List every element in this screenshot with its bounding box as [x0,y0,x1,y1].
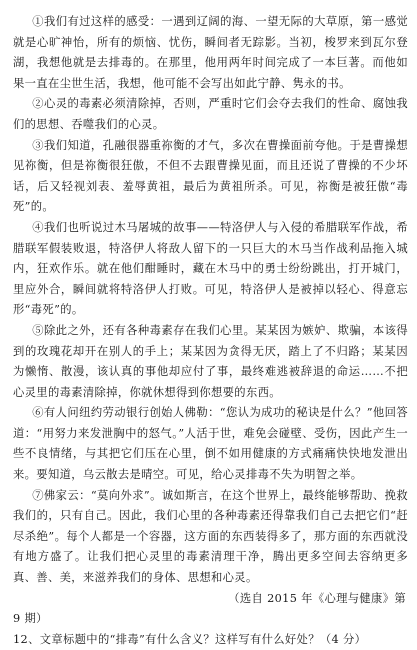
source-citation-continued: 9 期） [13,612,48,626]
paragraph-2: ②心灵的毒素必须清除掉，否则，严重时它们会夺去我们的性命、腐蚀我们的思想、吞噬我们的心灵。 [13,97,408,131]
paragraph-3: ③我们知道，孔融很器重祢衡的才气，多次在曹操面前夸他。于是曹操想见祢衡，但是祢衡很狂傲，不但不去跟曹操见面，而且还说了曹操的不少坏话，后又轻视刘表、羞辱黄祖，最后为黄祖所杀。可见，祢衡是被狂傲“毒死”的。 [13,138,408,214]
paragraph-1: ①我们有过这样的感受：一遇到辽阔的海、一望无际的大草原，第一感觉就是心旷神怡，所有的烦恼、忧伤，瞬间者无踪影。当初，梭罗来到瓦尔登湖，我想他就是去排毒的。在那里，他用两年时间完成了一本巨著。而他如果一直在尘世生活，我想，他可能不会写出如此宁静、隽永的书。 [13,15,408,90]
paragraph-5: ⑤除此之外，还有各种毒素存在我们心里。某某因为嫉妒、欺骗，本该得到的玫瑰花却开在别人的手上；某某因为贪得无厌，踏上了不归路；某某因为懒惰、散漫，该认真的事他却应付了事，最终难逃被辞退的命运……不把心灵里的毒素清除掉，你就休想得到你想要的东西。 [13,323,408,399]
paragraph-7: ⑦佛家云：“莫向外求”。诚如斯言，在这个世界上，最终能够帮助、挽救我们的，只有自己。因此，我们心里的各种毒素还得靠我们自己去把它们“赶尽杀绝”。每个人都是一个容器，这方面的东西装得多了，那方面的东西就没有地方盛了。让我们把心灵里的毒素清理干净，腾出更多空间去容纳更多真、善、美，来滋养我们的身体、思想和心灵。 [13,488,408,585]
source-citation: （选自 2015 年《心理与健康》第 [228,591,406,605]
paragraph-4: ④我们也听说过木马屠城的故事——特洛伊人与入侵的希腊联军作战，希腊联军假装败退，特洛伊人将敌人留下的一只巨大的木马当作战利品拖入城内，狂欢作乐。就在他们酣睡时，藏在木马中的勇士纷纷跳出，打开城门，里应外合，瞬间就将特洛伊人打败。可见，特洛伊人是被掉以轻心、得意忘形“毒死”的。 [13,220,408,317]
paragraph-6: ⑥有人问纽约劳动银行创始人佛勒：“您认为成功的秘诀是什么？”他回答道：“用努力来发泄胸中的怒气。”人活于世，难免会碰壁、受伤，因此产生一些不良情绪，与其把它们压在心里，倒不如用健康的方式痛痛快快地发泄出来。要知道，乌云散去是晴空。可见，给心灵排毒不失为明智之举。 [13,406,408,482]
question-12: 12、文章标题中的“排毒”有什么含义？这样写有什么好处？（4 分） [13,632,367,646]
